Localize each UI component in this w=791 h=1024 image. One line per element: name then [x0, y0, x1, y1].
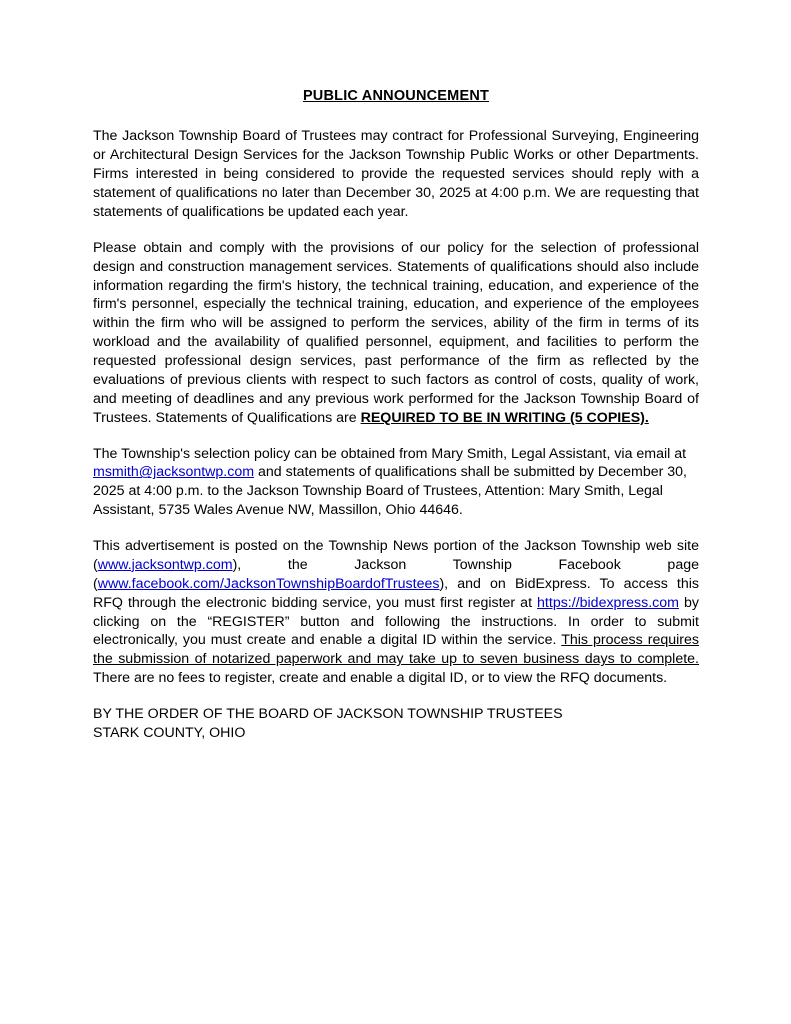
posting-text-3: ), and on BidExpress. To access this RFQ through the electronic bidding service, you must first register at [93, 575, 699, 611]
paragraph-contact [93, 445, 699, 521]
signature-line-2: STARK COUNTY, OHIO [93, 724, 246, 741]
paragraph-posting [93, 537, 699, 688]
posting-text-5: There are no fees to register, create and enable a digital ID, or to view the RFQ documents. [93, 670, 668, 687]
signature-block [93, 705, 699, 743]
posting-text-4: by clicking on the “REGISTER” button and following the instructions. In order to submit electronically, you must create and enable a digital ID within the service. [93, 594, 699, 649]
posting-text-2: ), the Jackson Township Facebook page ( [93, 556, 699, 592]
paragraph-policy-text: Please obtain and comply with the provisions of our policy for the selection of professional design and construction management services. Statements of qualifications should also include information regarding the firm's history, the technical training, education, and experience of the firm's personnel, especially the technical training, education, and experience of the employees within the firm who will be assigned to perform the services, ability of the firm in terms of its workload and the availability of qualified personnel, equipment, and facilities to perform the requested professional design services, past performance of the firm as reflected by the evaluations of previous clients with respect to such factors as control of costs, quality of work, and meeting of deadlines and any previous work performed for the Jackson Township Board of Trustees. Statements of Qualifications are [93, 239, 699, 426]
contact-intro-text: The Township's selection policy can be obtained from Mary Smith, Legal Assistant, via email at [93, 445, 687, 462]
notarized-paperwork-emphasis: This process requires the submission of notarized paperwork and may take up to seven business days to complete. [93, 632, 699, 668]
email-link[interactable]: msmith@jacksontwp.com [93, 464, 255, 481]
requirement-emphasis: REQUIRED TO BE IN WRITING (5 COPIES). [360, 409, 649, 426]
bidexpress-link[interactable]: https://bidexpress.com [537, 594, 679, 611]
posting-text-1: This advertisement is posted on the Township News portion of the Jackson Township web site ( [93, 538, 699, 573]
paragraph-intro-text: The Jackson Township Board of Trustees may contract for Professional Surveying, Engineering or Architectural Design Services for the Jackson Township Public Works or other Departments. Firms interested in being considered to provide the requested services should reply with a statement of qualifications no later than December 30, 2025 at 4:00 p.m. We are requesting that statements of qualifications be updated each year. [93, 128, 699, 220]
signature-line-1: BY THE ORDER OF THE BOARD OF JACKSON TOWNSHIP TRUSTEES [93, 706, 563, 723]
page-title: PUBLIC ANNOUNCEMENT [302, 88, 490, 104]
contact-after-text: and statements of qualifications shall be submitted by December 30, 2025 at 4:00 p.m. to the Jackson Township Board of Trustees, Attention: Mary Smith, Legal Assistant, 5735 Wales Avenue NW, Massillon, Ohio 44646. [93, 464, 688, 519]
website-link[interactable]: www.jacksontwp.com [97, 556, 233, 573]
paragraph-policy [93, 239, 699, 428]
facebook-link[interactable]: www.facebook.com/JacksonTownshipBoardofTrustees [97, 575, 440, 592]
paragraph-intro [93, 127, 699, 221]
